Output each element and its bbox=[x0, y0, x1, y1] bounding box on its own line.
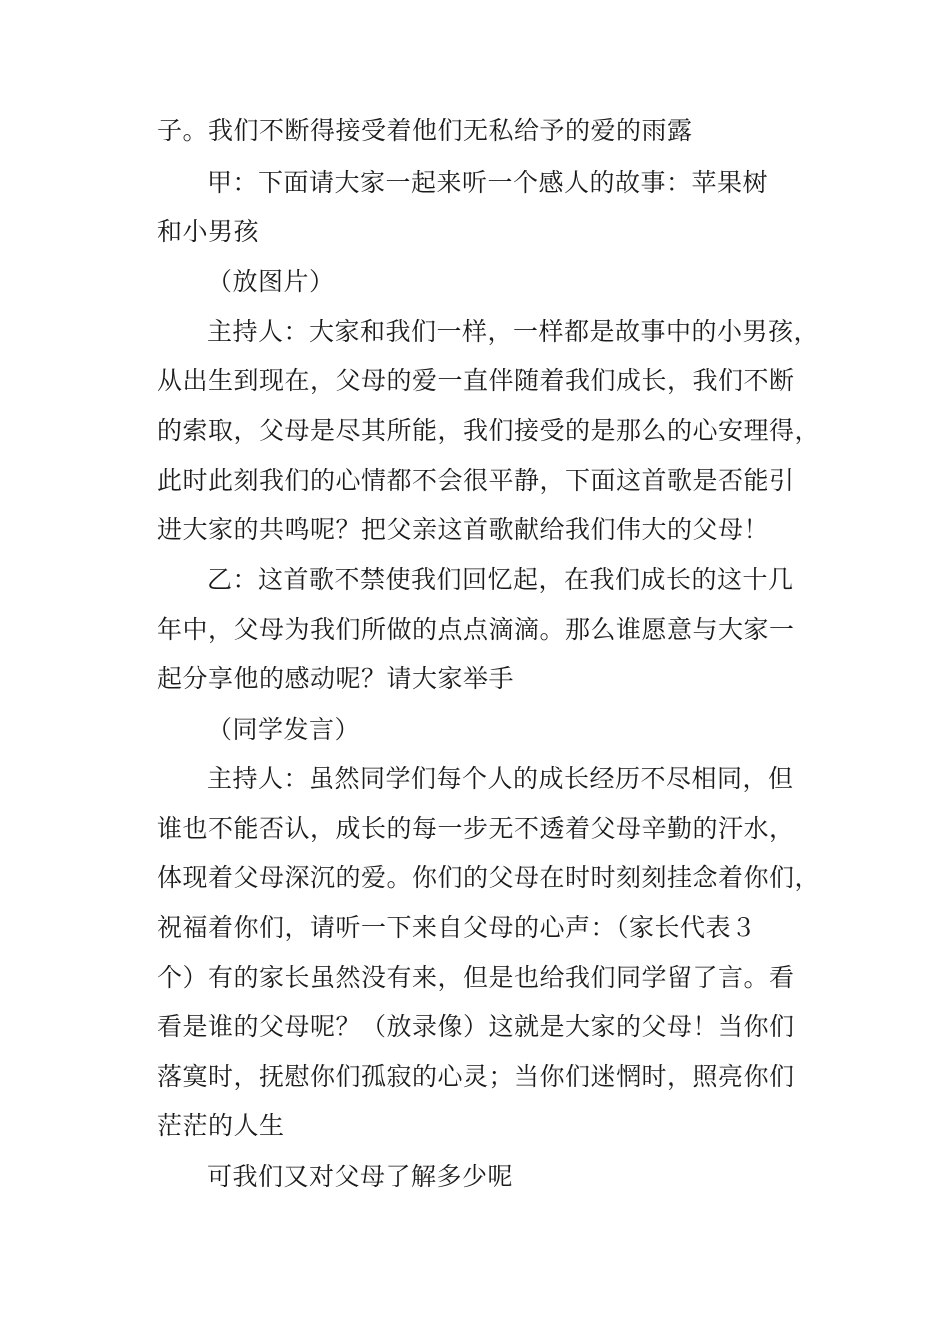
text-line: 看是谁的父母呢？（放录像）这就是大家的父母！当你们 bbox=[157, 1012, 795, 1041]
text-line: 乙：这首歌不禁使我们回忆起，在我们成长的这十几 bbox=[207, 565, 794, 594]
text-line: 主持人：虽然同学们每个人的成长经历不尽相同，但 bbox=[207, 764, 794, 793]
text-line: 的索取，父母是尽其所能，我们接受的是那么的心安理得， bbox=[157, 416, 821, 445]
text-line: 个）有的家长虽然没有来，但是也给我们同学留了言。看 bbox=[157, 963, 795, 992]
text-line: 进大家的共鸣呢？把父亲这首歌献给我们伟大的父母！ bbox=[157, 515, 770, 544]
text-line: 主持人：大家和我们一样，一样都是故事中的小男孩， bbox=[207, 317, 820, 346]
text-line: 和小男孩 bbox=[157, 217, 260, 246]
text-line: 子。我们不断得接受着他们无私给予的爱的雨露 bbox=[157, 116, 693, 145]
text-line: 谁也不能否认，成长的每一步无不透着父母辛勤的汗水， bbox=[157, 814, 795, 843]
text-line: 茫茫的人生 bbox=[157, 1111, 285, 1140]
text-line: 可我们又对父母了解多少呢 bbox=[207, 1162, 514, 1191]
text-line: 甲：下面请大家一起来听一个感人的故事：苹果树 bbox=[207, 168, 769, 197]
text-line: 此时此刻我们的心情都不会很平静，下面这首歌是否能引 bbox=[157, 466, 795, 495]
text-line: 从出生到现在，父母的爱一直伴随着我们成长，我们不断 bbox=[157, 366, 795, 395]
text-line: 年中，父母为我们所做的点点滴滴。那么谁愿意与大家一 bbox=[157, 615, 795, 644]
text-line: 祝福着你们，请听一下来自父母的心声：（家长代表３ bbox=[157, 913, 757, 942]
text-line: 起分享他的感动呢？请大家举手 bbox=[157, 664, 515, 693]
text-line: （放图片） bbox=[207, 267, 335, 296]
text-line: 体现着父母深沉的爱。你们的父母在时时刻刻挂念着你们， bbox=[157, 863, 821, 892]
text-line: （同学发言） bbox=[207, 715, 361, 744]
text-line: 落寞时，抚慰你们孤寂的心灵；当你们迷惘时，照亮你们 bbox=[157, 1062, 795, 1091]
